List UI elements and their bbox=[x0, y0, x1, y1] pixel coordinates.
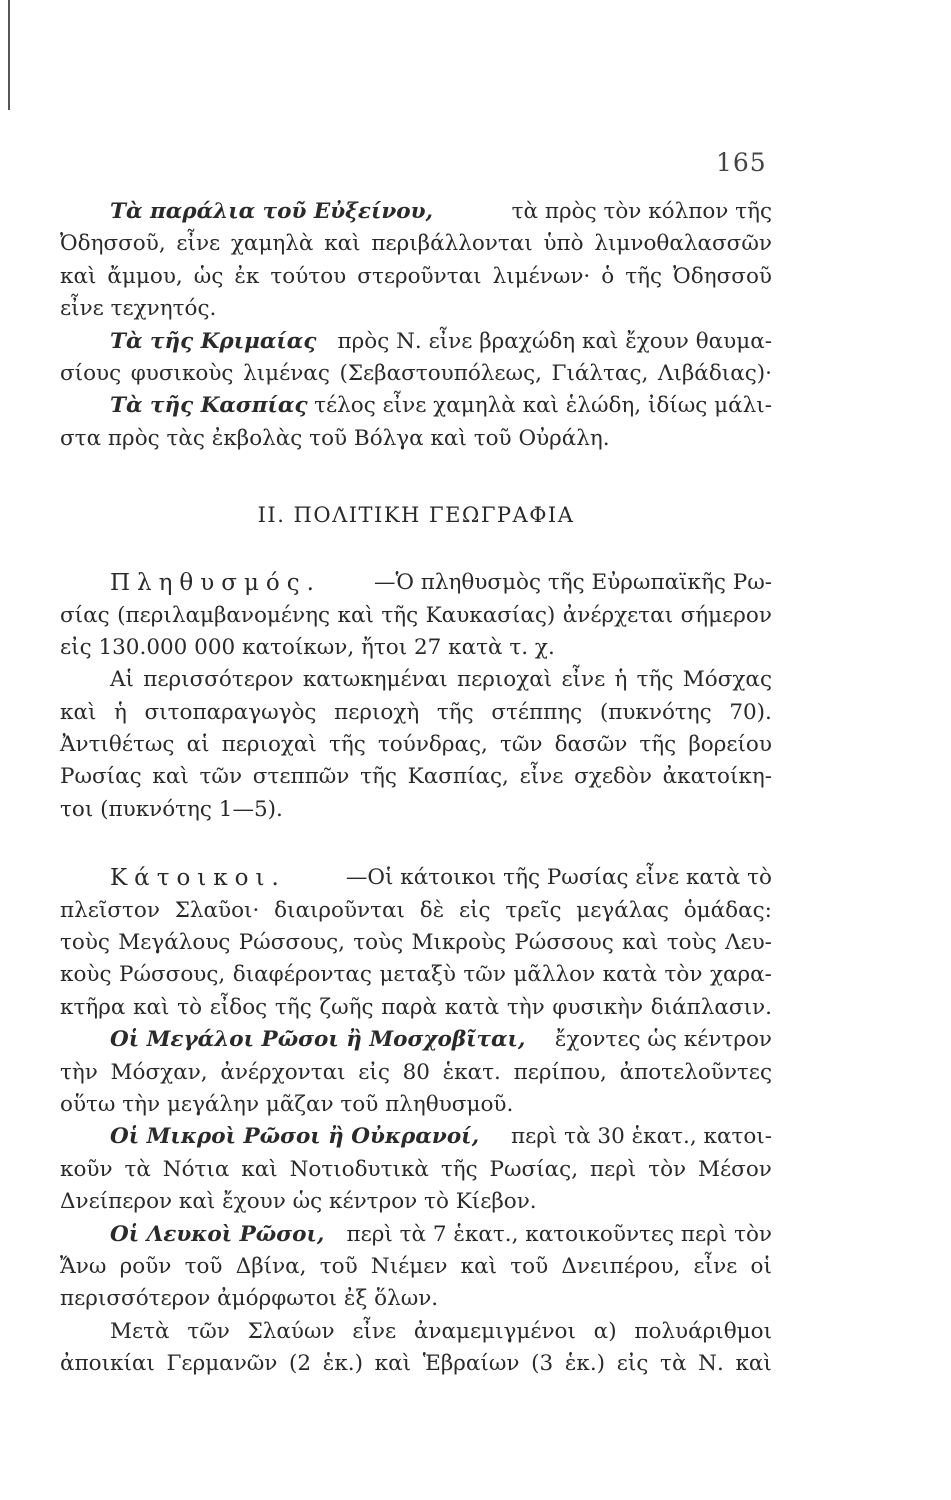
text-line: εἶνε τεχνητός. bbox=[60, 296, 217, 322]
lead-phrase: Τὰ τῆς Κριμαίας bbox=[110, 328, 317, 354]
section-heading: II. ΠΟΛΙΤΙΚΗ ΓΕΩΓΡΑΦΙΑ bbox=[257, 503, 575, 528]
lead-phrase: Οἱ Μικροὶ Ρῶσοι ἢ Οὐκρανοί, bbox=[110, 1124, 480, 1150]
lead-phrase: Τὰ τῆς Κασπίας bbox=[110, 393, 308, 419]
line-text: —Ὁ πληθυσμὸς τῆς Εὐρωπαϊκῆς Ρω- bbox=[373, 570, 772, 596]
text-line: στα πρὸς τὰς ἐκβολὰς τοῦ Βόλγα καὶ τοῦ Οὐράλη. bbox=[60, 425, 610, 451]
text-line bbox=[60, 390, 772, 422]
text-line: σίας (περιλαμβανομένης καὶ τῆς Καυκασίας) ἀνέρχεται σήμερον bbox=[60, 602, 772, 628]
text-line: σίους φυσικοὺς λιμένας (Σεβαστουπόλεως, Γιάλτας, Λιβάδιας)· bbox=[60, 360, 772, 386]
text-line bbox=[60, 1024, 772, 1056]
text-line: κοῦν τὰ Νότια καὶ Νοτιοδυτικὰ τῆς Ρωσίας, περὶ τὸν Μέσον bbox=[60, 1156, 772, 1182]
text-line: κοὺς Ρώσσους, διαφέροντας μεταξὺ τῶν μᾶλλον κατὰ τὸν χαρα- bbox=[60, 962, 772, 988]
page-body bbox=[60, 196, 772, 1381]
lead-phrase: Τὰ παράλια τοῦ Εὐξείνου, bbox=[110, 199, 434, 224]
lead-phrase: Οἱ Λευκοὶ Ρῶσοι, bbox=[110, 1221, 325, 1247]
line-text: περὶ τὰ 7 ἑκατ., κατοικοῦντες περὶ τὸν bbox=[346, 1221, 772, 1247]
text-line: τὴν Μόσχαν, ἀνέρχονται εἰς 80 ἑκατ. περίπου, ἀποτελοῦντες bbox=[60, 1059, 772, 1085]
text-line: ἀποικίαι Γερμανῶν (2 ἑκ.) καὶ Ἑβραίων (3 ἑκ.) εἰς τὰ Ν. καὶ bbox=[60, 1351, 772, 1377]
text-line bbox=[60, 196, 772, 228]
lead-phrase: Οἱ Μεγάλοι Ρῶσοι ἢ Μοσχοβῖται, bbox=[110, 1027, 526, 1053]
text-line: καὶ ἄμμου, ὡς ἐκ τούτου στεροῦνται λιμένων· ὁ τῆς Ὀδησσοῦ bbox=[60, 263, 772, 289]
line-text: τέλος εἶνε χαμηλὰ καὶ ἑλώδη, ἰδίως μάλι- bbox=[314, 393, 772, 419]
line-text: ἔχοντες ὡς κέντρον bbox=[554, 1027, 772, 1053]
line-text: περὶ τὰ 30 ἑκατ., κατοι- bbox=[511, 1124, 772, 1150]
text-line: Ἀντιθέτως αἱ περιοχαὶ τῆς τούνδρας, τῶν δασῶν τῆς βορείου bbox=[60, 732, 772, 758]
text-line bbox=[60, 862, 772, 894]
text-line: Ὀδησσοῦ, εἶνε χαμηλὰ καὶ περιβάλλονται ὑπὸ λιμνοθαλασσῶν bbox=[60, 231, 772, 257]
text-line: οὕτω τὴν μεγάλην μᾶζαν τοῦ πληθυσμοῦ. bbox=[60, 1091, 514, 1117]
text-line: Ἄνω ροῦν τοῦ Δβίνα, τοῦ Νιέμεν καὶ τοῦ Δνειπέρου, εἶνε οἱ bbox=[60, 1253, 772, 1279]
line-text: πρὸς Ν. εἶνε βραχώδη καὶ ἔχουν θαυμα- bbox=[337, 328, 772, 354]
text-line: Ρωσίας καὶ τῶν στεππῶν τῆς Κασπίας, εἶνε σχεδὸν ἀκατοίκη- bbox=[60, 764, 772, 790]
lead-phrase: Κάτοικοι. bbox=[110, 865, 286, 892]
text-line: εἰς 130.000 000 κατοίκων, ἤτοι 27 κατὰ τ. χ. bbox=[60, 634, 555, 660]
text-line: καὶ ἡ σιτοπαραγωγὸς περιοχὴ τῆς στέππης (πυκνότης 70). bbox=[60, 699, 772, 725]
text-line: περισσότερον ἀμόρφωτοι ἐξ ὅλων. bbox=[60, 1286, 439, 1312]
text-line bbox=[60, 1219, 772, 1251]
text-line: Αἱ περισσότερον κατωκημέναι περιοχαὶ εἶνε ἡ τῆς Μόσχας bbox=[110, 667, 772, 693]
line-text: τὰ πρὸς τὸν κόλπον τῆς bbox=[511, 199, 772, 224]
line-text: —Οἱ κάτοικοι τῆς Ρωσίας εἶνε κατὰ τὸ bbox=[345, 865, 772, 891]
text-line bbox=[60, 1121, 772, 1153]
text-line: τοὺς Μεγάλους Ρώσσους, τοὺς Μικροὺς Ρώσσους καὶ τοὺς Λευ- bbox=[60, 930, 772, 956]
text-line: πλεῖστον Σλαῦοι· διαιροῦνται δὲ εἰς τρεῖς μεγάλας ὁμάδας: bbox=[60, 897, 772, 923]
page-number: 165 bbox=[716, 148, 767, 177]
text-line bbox=[60, 326, 772, 358]
text-line: Δνείπερον καὶ ἔχουν ὡς κέντρον τὸ Κίεβον. bbox=[60, 1189, 537, 1215]
text-line: τοι (πυκνότης 1—5). bbox=[60, 796, 283, 822]
text-line: κτῆρα καὶ τὸ εἶδος τῆς ζωῆς παρὰ κατὰ τὴν φυσικὴν διάπλασιν. bbox=[60, 994, 772, 1020]
binding-edge-line bbox=[8, 0, 10, 110]
lead-phrase: Πληθυσμός. bbox=[110, 570, 321, 597]
text-line: Μετὰ τῶν Σλαύων εἶνε ἀναμεμιγμένοι α) πολυάριθμοι bbox=[110, 1318, 772, 1344]
text-line bbox=[60, 567, 772, 599]
